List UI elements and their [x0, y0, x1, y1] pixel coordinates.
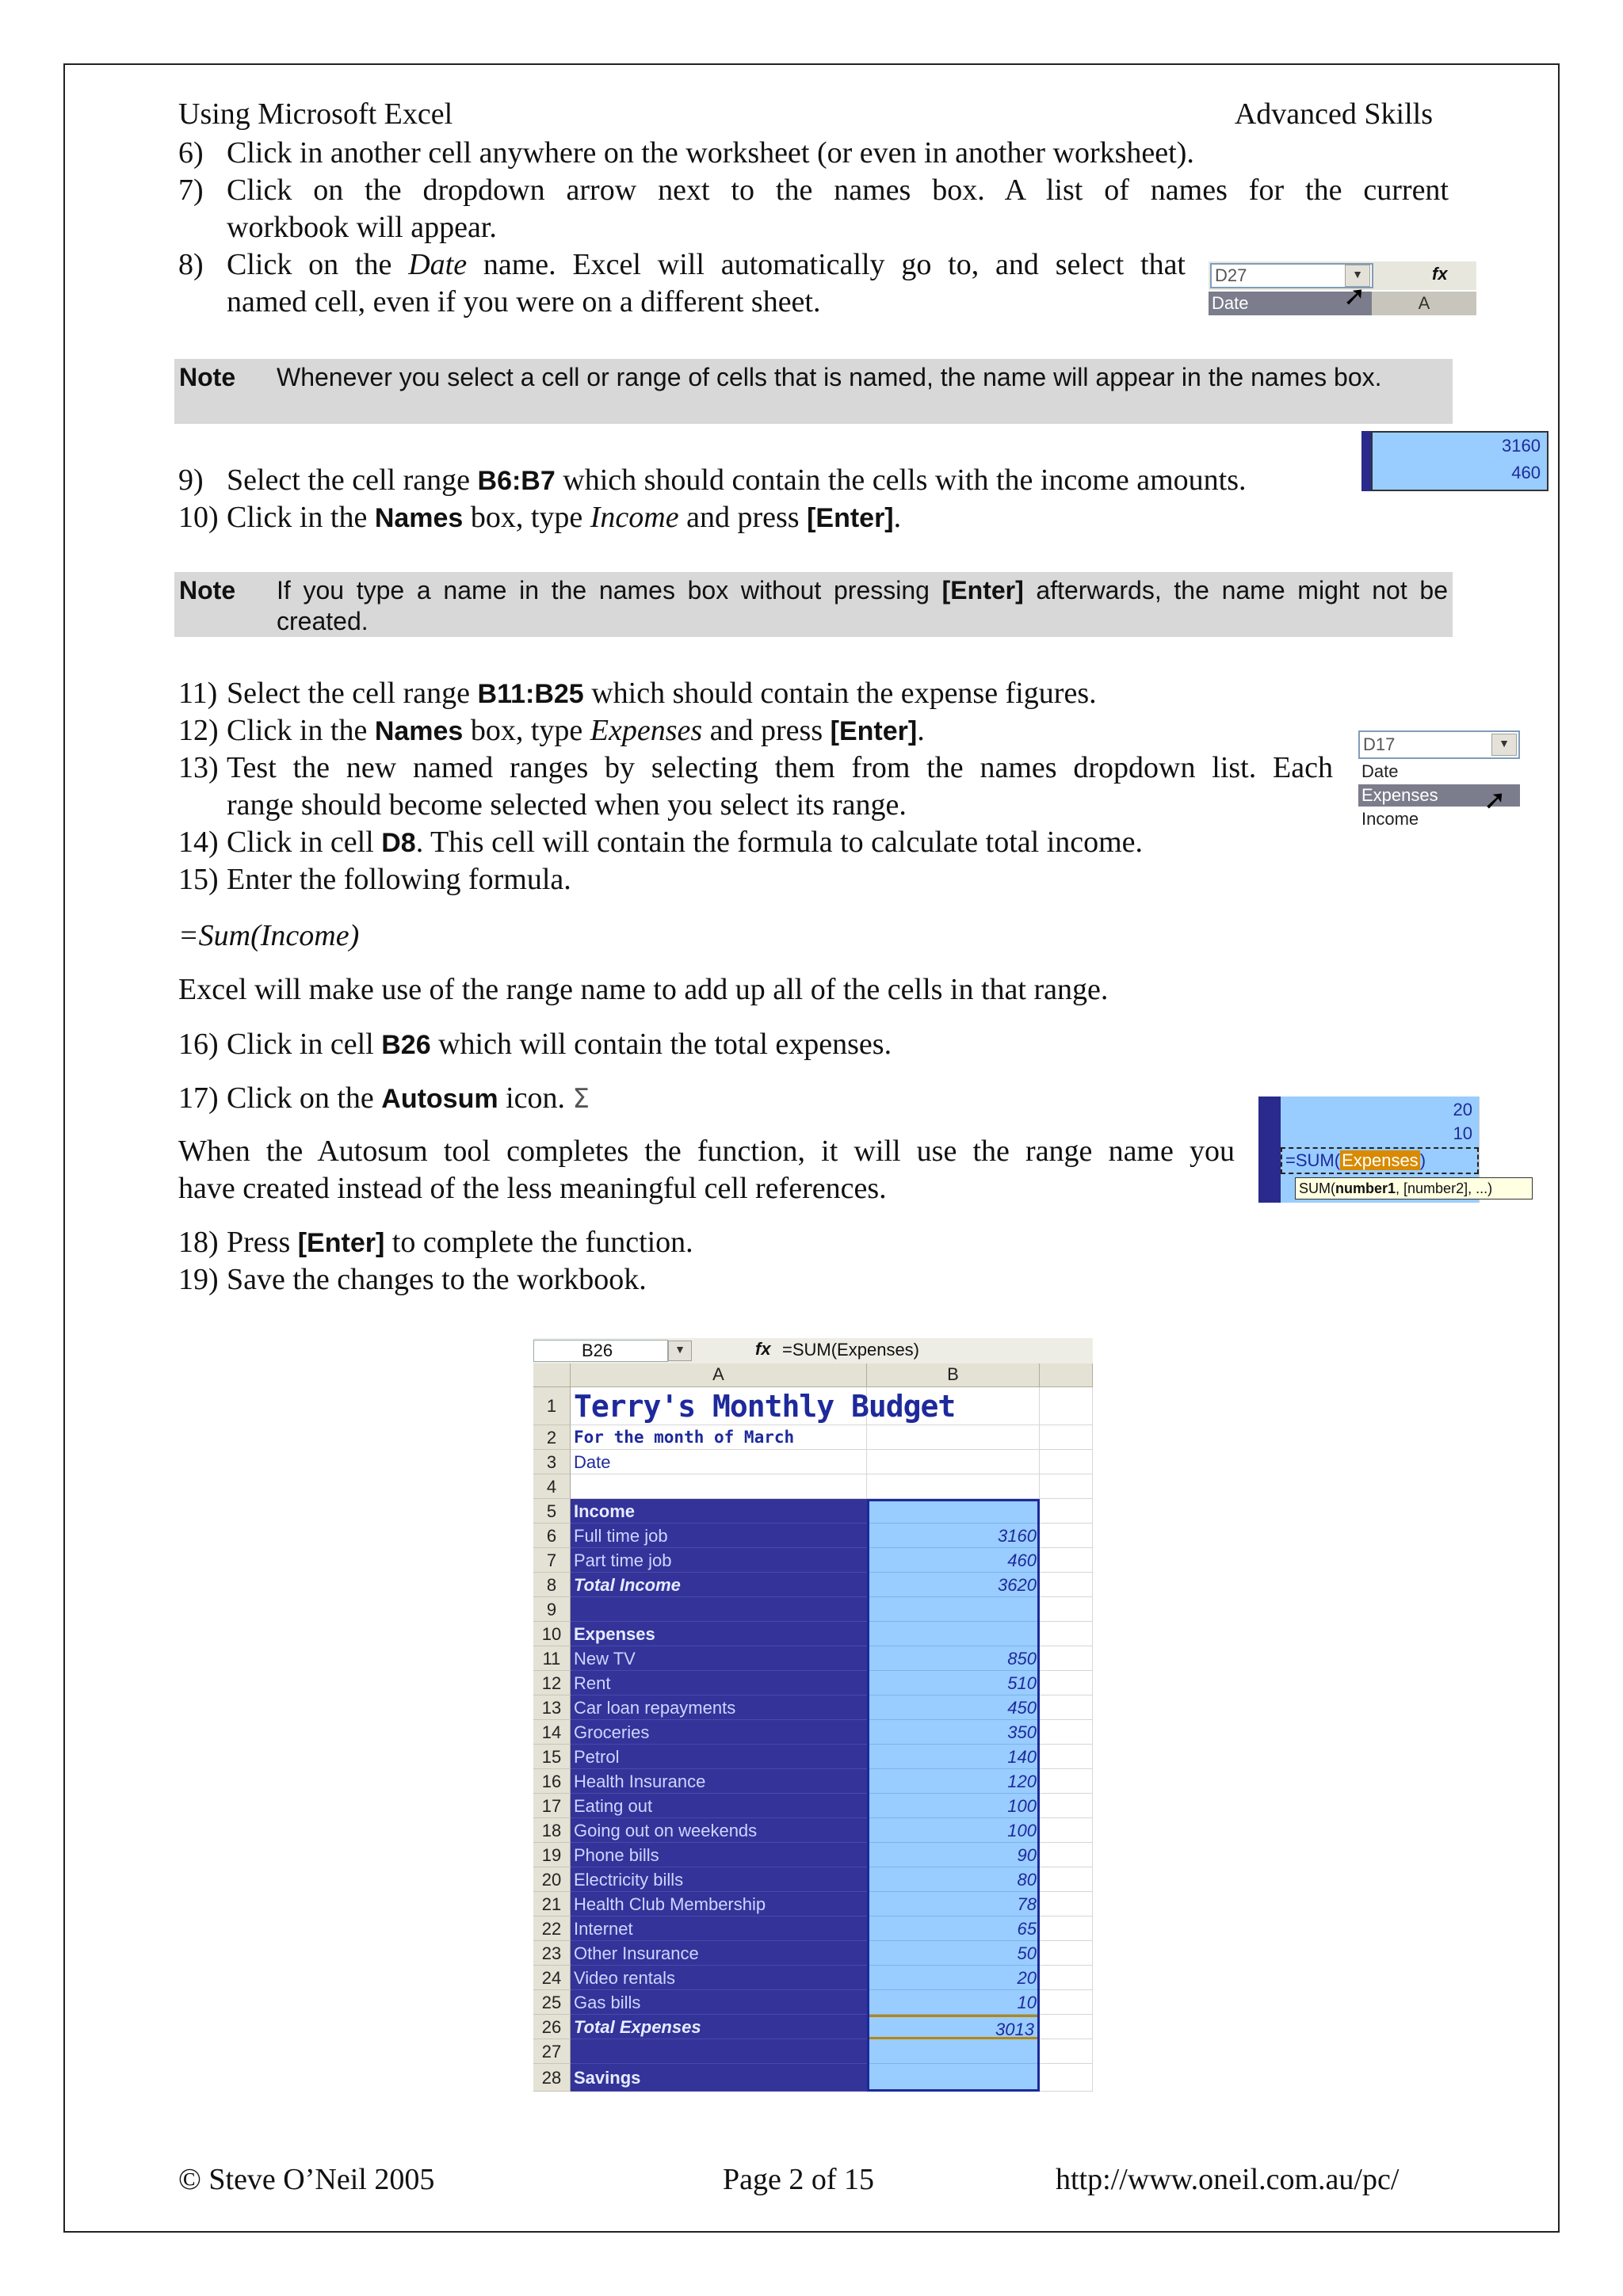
sheet-names-box[interactable]: B26 [533, 1340, 668, 1362]
footer-copyright: © Steve O’Neil 2005 [178, 2163, 435, 2196]
table-row [533, 1387, 1093, 1425]
table-row [533, 1646, 1093, 1671]
cell-b[interactable] [867, 2039, 1040, 2064]
cell-a[interactable] [571, 1597, 867, 1622]
names-box[interactable]: D27 [1210, 263, 1373, 288]
cell-c[interactable] [1040, 1671, 1093, 1695]
step-19-text: Save the changes to the workbook. [227, 1263, 647, 1296]
step-6-text: Click in another cell anywhere on the worksheet (or even in another worksheet). [227, 136, 1194, 170]
cell-a[interactable]: Date [571, 1450, 867, 1474]
step-12-text: Click in the Names box, type Expenses and press [Enter]. [227, 714, 925, 747]
step-11-text: Select the cell range B11:B25 which should contain the expense figures. [227, 677, 1097, 710]
names-list-item-date[interactable]: Date [1209, 292, 1372, 315]
step-11-number: 11) [178, 677, 218, 710]
step-19-number: 19) [178, 1263, 219, 1296]
row-header[interactable]: 1 [533, 1387, 571, 1425]
table-row [533, 2064, 1093, 2092]
cell-b[interactable]: 120 [867, 1769, 1040, 1794]
row-header[interactable]: 6 [533, 1524, 571, 1548]
row-header[interactable]: 4 [533, 1474, 571, 1499]
table-row [533, 1597, 1093, 1622]
step-8-line-1: Click on the Date name. Excel will automatically go to, and select that [227, 248, 1186, 281]
step-15-number: 15) [178, 863, 219, 896]
function-tooltip: SUM(number1, [number2], ...) [1295, 1177, 1533, 1199]
table-row [533, 1818, 1093, 1843]
table-row [533, 1843, 1093, 1867]
row-header[interactable]: 11 [533, 1646, 571, 1671]
cell-a[interactable]: Savings [571, 2064, 867, 2092]
formula-explanation: Excel will make use of the range name to add up all of the cells in that range. [178, 973, 1109, 1006]
row-header[interactable]: 9 [533, 1597, 571, 1622]
step-8-number: 8) [178, 248, 204, 281]
cell-c[interactable] [1040, 1818, 1093, 1843]
table-row [533, 1720, 1093, 1745]
step-8-line-2: named cell, even if you were on a different sheet. [227, 285, 821, 318]
names-box-screenshot-2 [1358, 730, 1520, 832]
step-10-number: 10) [178, 501, 219, 534]
cell-c[interactable] [1040, 1622, 1093, 1646]
step-16-number: 16) [178, 1028, 219, 1061]
step-10-text: Click in the Names box, type Income and press [Enter]. [227, 501, 902, 534]
step-7-line-2: workbook will appear. [227, 211, 497, 244]
table-row [533, 1990, 1093, 2015]
cell-b[interactable]: 3013 [867, 2015, 1040, 2039]
cell-c[interactable] [1040, 1843, 1093, 1867]
cell-c[interactable] [1040, 1387, 1093, 1425]
table-row [533, 1769, 1093, 1794]
cell-b[interactable]: 80 [867, 1867, 1040, 1892]
cell-b[interactable]: 65 [867, 1917, 1040, 1941]
cell-b[interactable] [867, 1499, 1040, 1524]
cell-b[interactable] [867, 1597, 1040, 1622]
cell-a[interactable]: Eating out [571, 1794, 867, 1818]
row-header[interactable]: 18 [533, 1818, 571, 1843]
row-header[interactable]: 25 [533, 1990, 571, 2015]
column-header-a: A [1372, 292, 1476, 315]
row-header[interactable]: 22 [533, 1917, 571, 1941]
table-row [533, 1695, 1093, 1720]
table-row [533, 1499, 1093, 1524]
cell-a[interactable]: Car loan repayments [571, 1695, 867, 1720]
cell-c[interactable] [1040, 1573, 1093, 1597]
step-16-text: Click in cell B26 which will contain the total expenses. [227, 1028, 892, 1061]
table-row [533, 1941, 1093, 1966]
step-15-text: Enter the following formula. [227, 863, 571, 896]
cell-c[interactable] [1040, 1548, 1093, 1573]
cell-c[interactable] [1040, 1917, 1093, 1941]
cell-b[interactable] [867, 1387, 1040, 1425]
row-header[interactable]: 8 [533, 1573, 571, 1597]
cell-a[interactable]: Total Expenses [571, 2015, 867, 2039]
cell-c[interactable] [1040, 1720, 1093, 1745]
table-row [533, 1548, 1093, 1573]
table-row [533, 1745, 1093, 1769]
names-list-item-expenses[interactable]: Expenses [1358, 784, 1520, 807]
chevron-down-icon[interactable]: ▼ [668, 1341, 692, 1361]
select-all-corner[interactable] [533, 1363, 571, 1387]
step-17-number: 17) [178, 1081, 219, 1115]
table-row [533, 1450, 1093, 1474]
cell-c[interactable] [1040, 1597, 1093, 1622]
row-header[interactable]: 27 [533, 2039, 571, 2064]
step-7-number: 7) [178, 174, 204, 207]
row-header[interactable]: 21 [533, 1892, 571, 1917]
cell-c[interactable] [1040, 1966, 1093, 1990]
cell-a[interactable]: Groceries [571, 1720, 867, 1745]
table-row [533, 1917, 1093, 1941]
cell-b[interactable] [867, 1450, 1040, 1474]
table-row [533, 1474, 1093, 1499]
table-row [533, 1425, 1093, 1450]
cell-b[interactable] [867, 1474, 1040, 1499]
cell-b[interactable]: 350 [867, 1720, 1040, 1745]
column-header-a[interactable]: A [571, 1363, 867, 1387]
cell-c[interactable] [1040, 1990, 1093, 2015]
row-header[interactable]: 19 [533, 1843, 571, 1867]
cell-b25-value: 10 [1453, 1123, 1472, 1143]
step-7-line-1: Click on the dropdown arrow next to the names box. A list of names for the current [227, 174, 1449, 207]
cell-a[interactable]: Part time job [571, 1548, 867, 1573]
row-header[interactable]: 3 [533, 1450, 571, 1474]
row-header[interactable]: 16 [533, 1769, 571, 1794]
cell-c[interactable] [1040, 1474, 1093, 1499]
cell-c[interactable] [1040, 2064, 1093, 2092]
cell-a[interactable] [571, 1474, 867, 1499]
cell-a[interactable]: Health Club Membership [571, 1892, 867, 1917]
table-row [533, 1892, 1093, 1917]
cell-b[interactable]: 140 [867, 1745, 1040, 1769]
cell-b[interactable]: 510 [867, 1671, 1040, 1695]
table-row [533, 1524, 1093, 1548]
step-14-number: 14) [178, 826, 219, 859]
table-row [533, 1622, 1093, 1646]
autosum-icon: Σ [572, 1083, 590, 1115]
cell-a[interactable]: Phone bills [571, 1843, 867, 1867]
cell-b[interactable]: 3620 [867, 1573, 1040, 1597]
cell-a[interactable]: Full time job [571, 1524, 867, 1548]
cell-a[interactable]: Health Insurance [571, 1769, 867, 1794]
cell-c[interactable] [1040, 1745, 1093, 1769]
cell-a[interactable]: Video rentals [571, 1966, 867, 1990]
row-header[interactable]: 28 [533, 2064, 571, 2092]
row-header[interactable]: 5 [533, 1499, 571, 1524]
cell-b[interactable]: 50 [867, 1941, 1040, 1966]
cell-c[interactable] [1040, 1892, 1093, 1917]
cell-b[interactable] [867, 1425, 1040, 1450]
autosum-formula-cell[interactable]: =SUM(Expenses) [1281, 1147, 1479, 1174]
cell-c[interactable] [1040, 1450, 1093, 1474]
row-header[interactable]: 2 [533, 1425, 571, 1450]
row-header[interactable]: 23 [533, 1941, 571, 1966]
cell-b7-value: 460 [1511, 463, 1541, 482]
column-header-c[interactable] [1040, 1363, 1093, 1387]
row-header[interactable]: 12 [533, 1671, 571, 1695]
step-17-text: Click on the Autosum icon. Σ [227, 1081, 590, 1115]
cell-a[interactable] [571, 2039, 867, 2064]
chevron-down-icon[interactable]: ▼ [1345, 265, 1370, 287]
names-box-screenshot-1 [1209, 261, 1476, 317]
note-box-1 [174, 359, 1453, 424]
cell-c[interactable] [1040, 2039, 1093, 2064]
column-header-b[interactable]: B [867, 1363, 1040, 1387]
row-header[interactable]: 10 [533, 1622, 571, 1646]
note-text: Whenever you select a cell or range of cells that is named, the name will appear in the names box. [277, 363, 1382, 391]
cell-c[interactable] [1040, 1425, 1093, 1450]
cell-c[interactable] [1040, 1769, 1093, 1794]
spreadsheet-screenshot [533, 1338, 1093, 2111]
cell-b[interactable]: 90 [867, 1843, 1040, 1867]
note-label: Note [179, 363, 236, 391]
autosum-explanation-line-1: When the Autosum tool completes the function, it will use the range name you [178, 1135, 1235, 1168]
autosum-explanation-line-2: have created instead of the less meaningful cell references. [178, 1172, 887, 1205]
cell-a[interactable]: Terry's Monthly Budget [571, 1387, 867, 1425]
mouse-pointer-icon: ➚ [1343, 282, 1366, 311]
cell-a[interactable]: Rent [571, 1671, 867, 1695]
formula-text: =Sum(Income) [178, 919, 360, 952]
row-header[interactable]: 13 [533, 1695, 571, 1720]
mouse-pointer-icon: ➚ [1484, 786, 1507, 815]
cell-c[interactable] [1040, 1499, 1093, 1524]
cell-c[interactable] [1040, 1646, 1093, 1671]
cell-c[interactable] [1040, 1695, 1093, 1720]
formula-bar [533, 1338, 1093, 1363]
fx-icon: fx [1432, 264, 1448, 284]
cell-b[interactable]: 10 [867, 1990, 1040, 2015]
cell-b[interactable]: 450 [867, 1695, 1040, 1720]
cell-b[interactable]: 460 [867, 1548, 1040, 1573]
row-header[interactable]: 14 [533, 1720, 571, 1745]
cell-a[interactable]: Expenses [571, 1622, 867, 1646]
cell-c[interactable] [1040, 1941, 1093, 1966]
cell-b[interactable]: 78 [867, 1892, 1040, 1917]
note-box-2 [174, 572, 1453, 637]
cell-a[interactable]: Petrol [571, 1745, 867, 1769]
step-13-line-2: range should become selected when you select its range. [227, 788, 907, 822]
step-12-number: 12) [178, 714, 219, 747]
note-text: If you type a name in the names box without pressing [Enter] afterwards, the name might not be created. [277, 576, 1449, 635]
formula-bar-content[interactable]: =SUM(Expenses) [782, 1340, 920, 1360]
cell-a[interactable]: Electricity bills [571, 1867, 867, 1892]
cell-b6-value: 3160 [1502, 436, 1541, 456]
table-row [533, 2039, 1093, 2064]
header-right: Advanced Skills [1234, 97, 1433, 131]
names-box[interactable]: D17 [1358, 730, 1520, 759]
cell-b[interactable]: 20 [867, 1966, 1040, 1990]
cell-b[interactable] [867, 1622, 1040, 1646]
footer-page-number: Page 2 of 15 [723, 2163, 875, 2196]
names-list-item-date[interactable]: Date [1361, 761, 1399, 781]
cell-a[interactable]: Internet [571, 1917, 867, 1941]
row-header[interactable]: 24 [533, 1966, 571, 1990]
fx-icon: fx [755, 1339, 771, 1359]
table-row [533, 1671, 1093, 1695]
cell-a[interactable]: Income [571, 1499, 867, 1524]
step-6-number: 6) [178, 136, 204, 170]
cell-b[interactable] [867, 2064, 1040, 2092]
cell-c[interactable] [1040, 2015, 1093, 2039]
note-label: Note [179, 576, 236, 605]
cell-c[interactable] [1040, 1524, 1093, 1548]
table-row [533, 1966, 1093, 1990]
income-cells-screenshot [1361, 431, 1550, 491]
cell-c[interactable] [1040, 1867, 1093, 1892]
table-row [533, 2015, 1093, 2039]
footer-url: http://www.oneil.com.au/pc/ [1056, 2163, 1400, 2196]
cell-c[interactable] [1040, 1794, 1093, 1818]
autosum-screenshot [1258, 1097, 1536, 1203]
table-row [533, 1573, 1093, 1597]
step-14-text: Click in cell D8. This cell will contain the formula to calculate total income. [227, 826, 1144, 859]
row-header[interactable]: 20 [533, 1867, 571, 1892]
cell-a[interactable]: Gas bills [571, 1990, 867, 2015]
step-9-text: Select the cell range B6:B7 which should contain the cells with the income amounts. [227, 463, 1247, 497]
table-row [533, 1867, 1093, 1892]
step-13-line-1: Test the new named ranges by selecting them from the names dropdown list. Each [227, 751, 1333, 784]
row-header[interactable]: 7 [533, 1548, 571, 1573]
chevron-down-icon[interactable]: ▼ [1491, 734, 1517, 756]
row-header[interactable]: 26 [533, 2015, 571, 2039]
row-header[interactable]: 15 [533, 1745, 571, 1769]
table-row [533, 1794, 1093, 1818]
step-18-text: Press [Enter] to complete the function. [227, 1226, 693, 1259]
cell-a[interactable]: Total Income [571, 1573, 867, 1597]
cell-b[interactable]: 100 [867, 1818, 1040, 1843]
step-18-number: 18) [178, 1226, 219, 1259]
cell-a[interactable]: Going out on weekends [571, 1818, 867, 1843]
cell-b24-value: 20 [1453, 1100, 1472, 1119]
names-list-item-income[interactable]: Income [1361, 809, 1419, 829]
cell-b[interactable]: 3160 [867, 1524, 1040, 1548]
cell-b[interactable]: 100 [867, 1794, 1040, 1818]
step-9-number: 9) [178, 463, 204, 497]
cell-a[interactable]: Other Insurance [571, 1941, 867, 1966]
cell-b[interactable]: 850 [867, 1646, 1040, 1671]
cell-a[interactable]: New TV [571, 1646, 867, 1671]
row-header[interactable]: 17 [533, 1794, 571, 1818]
cell-a[interactable]: For the month of March [571, 1425, 867, 1450]
header-left: Using Microsoft Excel [178, 97, 453, 131]
step-13-number: 13) [178, 751, 219, 784]
